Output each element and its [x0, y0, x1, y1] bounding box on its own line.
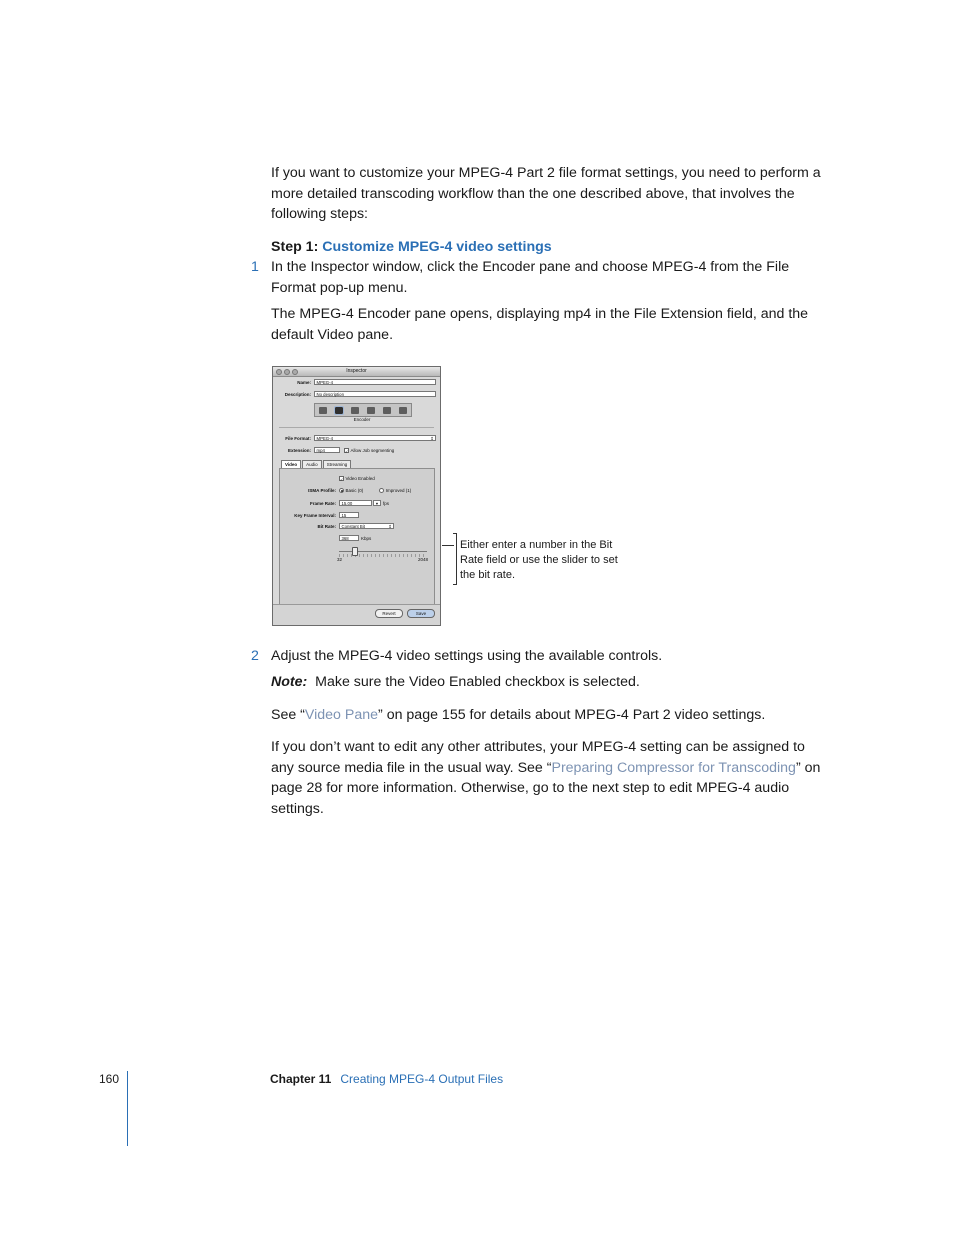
intro-paragraph: If you want to customize your MPEG-4 Part 2 file format settings, you need to perform a more detailed transcoding workflow than the one described above, that involves the following steps:	[271, 165, 821, 222]
preparing-compressor-link[interactable]: Preparing Compressor for Transcoding	[551, 759, 796, 776]
isma-profile-label: ISMA Profile:	[308, 488, 336, 493]
allow-segmenting-label: Allow Job segmenting	[350, 447, 395, 453]
video-pane-link[interactable]: Video Pane	[304, 707, 379, 723]
note-paragraph	[271, 672, 831, 693]
key-frame-label: Key Frame Interval:	[294, 512, 336, 518]
pane-toolbar	[314, 403, 412, 417]
isma-basic-label: Basic (0)	[345, 488, 364, 493]
zoom-icon	[292, 369, 298, 375]
item-number-2: 2	[251, 648, 259, 664]
inspector-window-figure	[272, 366, 441, 626]
close-icon	[276, 369, 282, 375]
video-enabled-checkbox[interactable]: ✓	[340, 477, 344, 482]
step-title: Customize MPEG-4 video settings	[322, 239, 552, 255]
tab-audio[interactable]: Audio	[302, 460, 322, 469]
tab-video[interactable]: Video	[281, 460, 301, 469]
frame-rate-field[interactable]: 15.00	[339, 500, 372, 506]
encoder-pane-icon[interactable]	[335, 407, 343, 414]
actions-pane-icon[interactable]	[399, 407, 407, 414]
isma-basic-radio[interactable]	[339, 488, 344, 493]
toolbar-caption: Encoder	[353, 417, 371, 422]
footer-rule	[127, 1071, 128, 1146]
tab-streaming[interactable]: Streaming	[323, 460, 352, 469]
extension-label: Extension:	[287, 447, 311, 453]
name-label: Name:	[297, 379, 311, 385]
bit-rate-mode-value: Constant Bit	[341, 524, 365, 529]
filters-pane-icon[interactable]	[367, 407, 375, 414]
bit-rate-mode-popup[interactable]	[339, 523, 394, 529]
window-titlebar	[273, 367, 440, 377]
geometry-pane-icon[interactable]	[383, 407, 391, 414]
save-button[interactable]: Save	[407, 609, 435, 618]
divider	[279, 427, 434, 428]
callout-text: Either enter a number in the Bit Rate field or use the slider to set the bit rate.	[460, 539, 618, 581]
video-enabled-label: Video Enabled	[345, 476, 375, 481]
page-number: 160	[99, 1072, 120, 1086]
file-format-label: File Format:	[285, 435, 311, 441]
chapter-footer	[270, 1072, 503, 1086]
note-label: Note:	[271, 674, 308, 690]
assign-pre: If you don’t want to edit any other attributes, your MPEG-4 setting can be assigned to any source media file in the usual way. See “	[271, 739, 805, 776]
frame-rate-label: Frame Rate:	[309, 500, 336, 506]
frame-rate-menu[interactable]	[373, 500, 381, 506]
name-field[interactable]: MPEG-4	[314, 379, 436, 385]
key-frame-field[interactable]: 15	[339, 512, 359, 518]
file-format-value: MPEG-4	[316, 436, 333, 441]
window-button-bar	[273, 604, 440, 625]
encoder-paragraph: The MPEG-4 Encoder pane opens, displaying mp4 in the File Extension field, and the default Video pane.	[271, 306, 809, 343]
extension-field[interactable]: mp4	[314, 447, 340, 453]
chevron-down-icon: ▾	[375, 501, 379, 506]
see-paragraph	[271, 705, 831, 726]
isma-improved-label: Improved (1)	[385, 488, 412, 493]
fps-label: fps	[383, 500, 390, 506]
assign-post: ” on page 28 for more information. Otherwise, go to the next step to edit MPEG-4 audio settings.	[271, 759, 821, 817]
description-label: Description:	[284, 391, 311, 397]
step-heading	[271, 237, 552, 257]
chevron-updown-icon: ⇕	[388, 524, 392, 529]
file-format-popup[interactable]	[314, 435, 436, 441]
isma-improved-radio[interactable]	[379, 488, 384, 493]
see-post: ” on page 155 for details about MPEG-4 Part 2 video settings.	[378, 707, 766, 723]
slider-min-label: 32	[337, 557, 343, 562]
bit-rate-label: Bit Rate:	[317, 523, 336, 529]
note-text: Make sure the Video Enabled checkbox is selected.	[315, 674, 640, 690]
minimize-icon	[284, 369, 290, 375]
chapter-label: Chapter 11	[270, 1072, 332, 1086]
item-text-1: In the Inspector window, click the Encoder pane and choose MPEG-4 from the File Format pop-up menu.	[271, 259, 790, 296]
allow-segmenting-checkbox[interactable]: ✓	[345, 448, 349, 454]
bit-rate-field[interactable]: 368	[339, 535, 359, 541]
item-text-2: Adjust the MPEG-4 video settings using the available controls.	[271, 648, 663, 664]
callout-bracket	[453, 533, 457, 585]
step-label: Step 1:	[271, 239, 319, 255]
summary-pane-icon[interactable]	[319, 407, 327, 414]
chapter-title: Creating MPEG-4 Output Files	[340, 1072, 504, 1086]
see-pre: See “	[271, 707, 305, 723]
bit-rate-slider-knob[interactable]	[352, 547, 358, 556]
window-title: Inspector	[346, 368, 367, 374]
description-field[interactable]: No description	[314, 391, 436, 397]
kbps-label: Kbps	[361, 535, 372, 541]
chevron-updown-icon: ⇕	[430, 436, 434, 441]
frame-controls-pane-icon[interactable]	[351, 407, 359, 414]
item-number-1: 1	[251, 259, 259, 275]
assign-paragraph	[271, 737, 831, 819]
revert-button[interactable]: Revert	[375, 609, 403, 618]
slider-max-label: 2048	[418, 557, 429, 562]
